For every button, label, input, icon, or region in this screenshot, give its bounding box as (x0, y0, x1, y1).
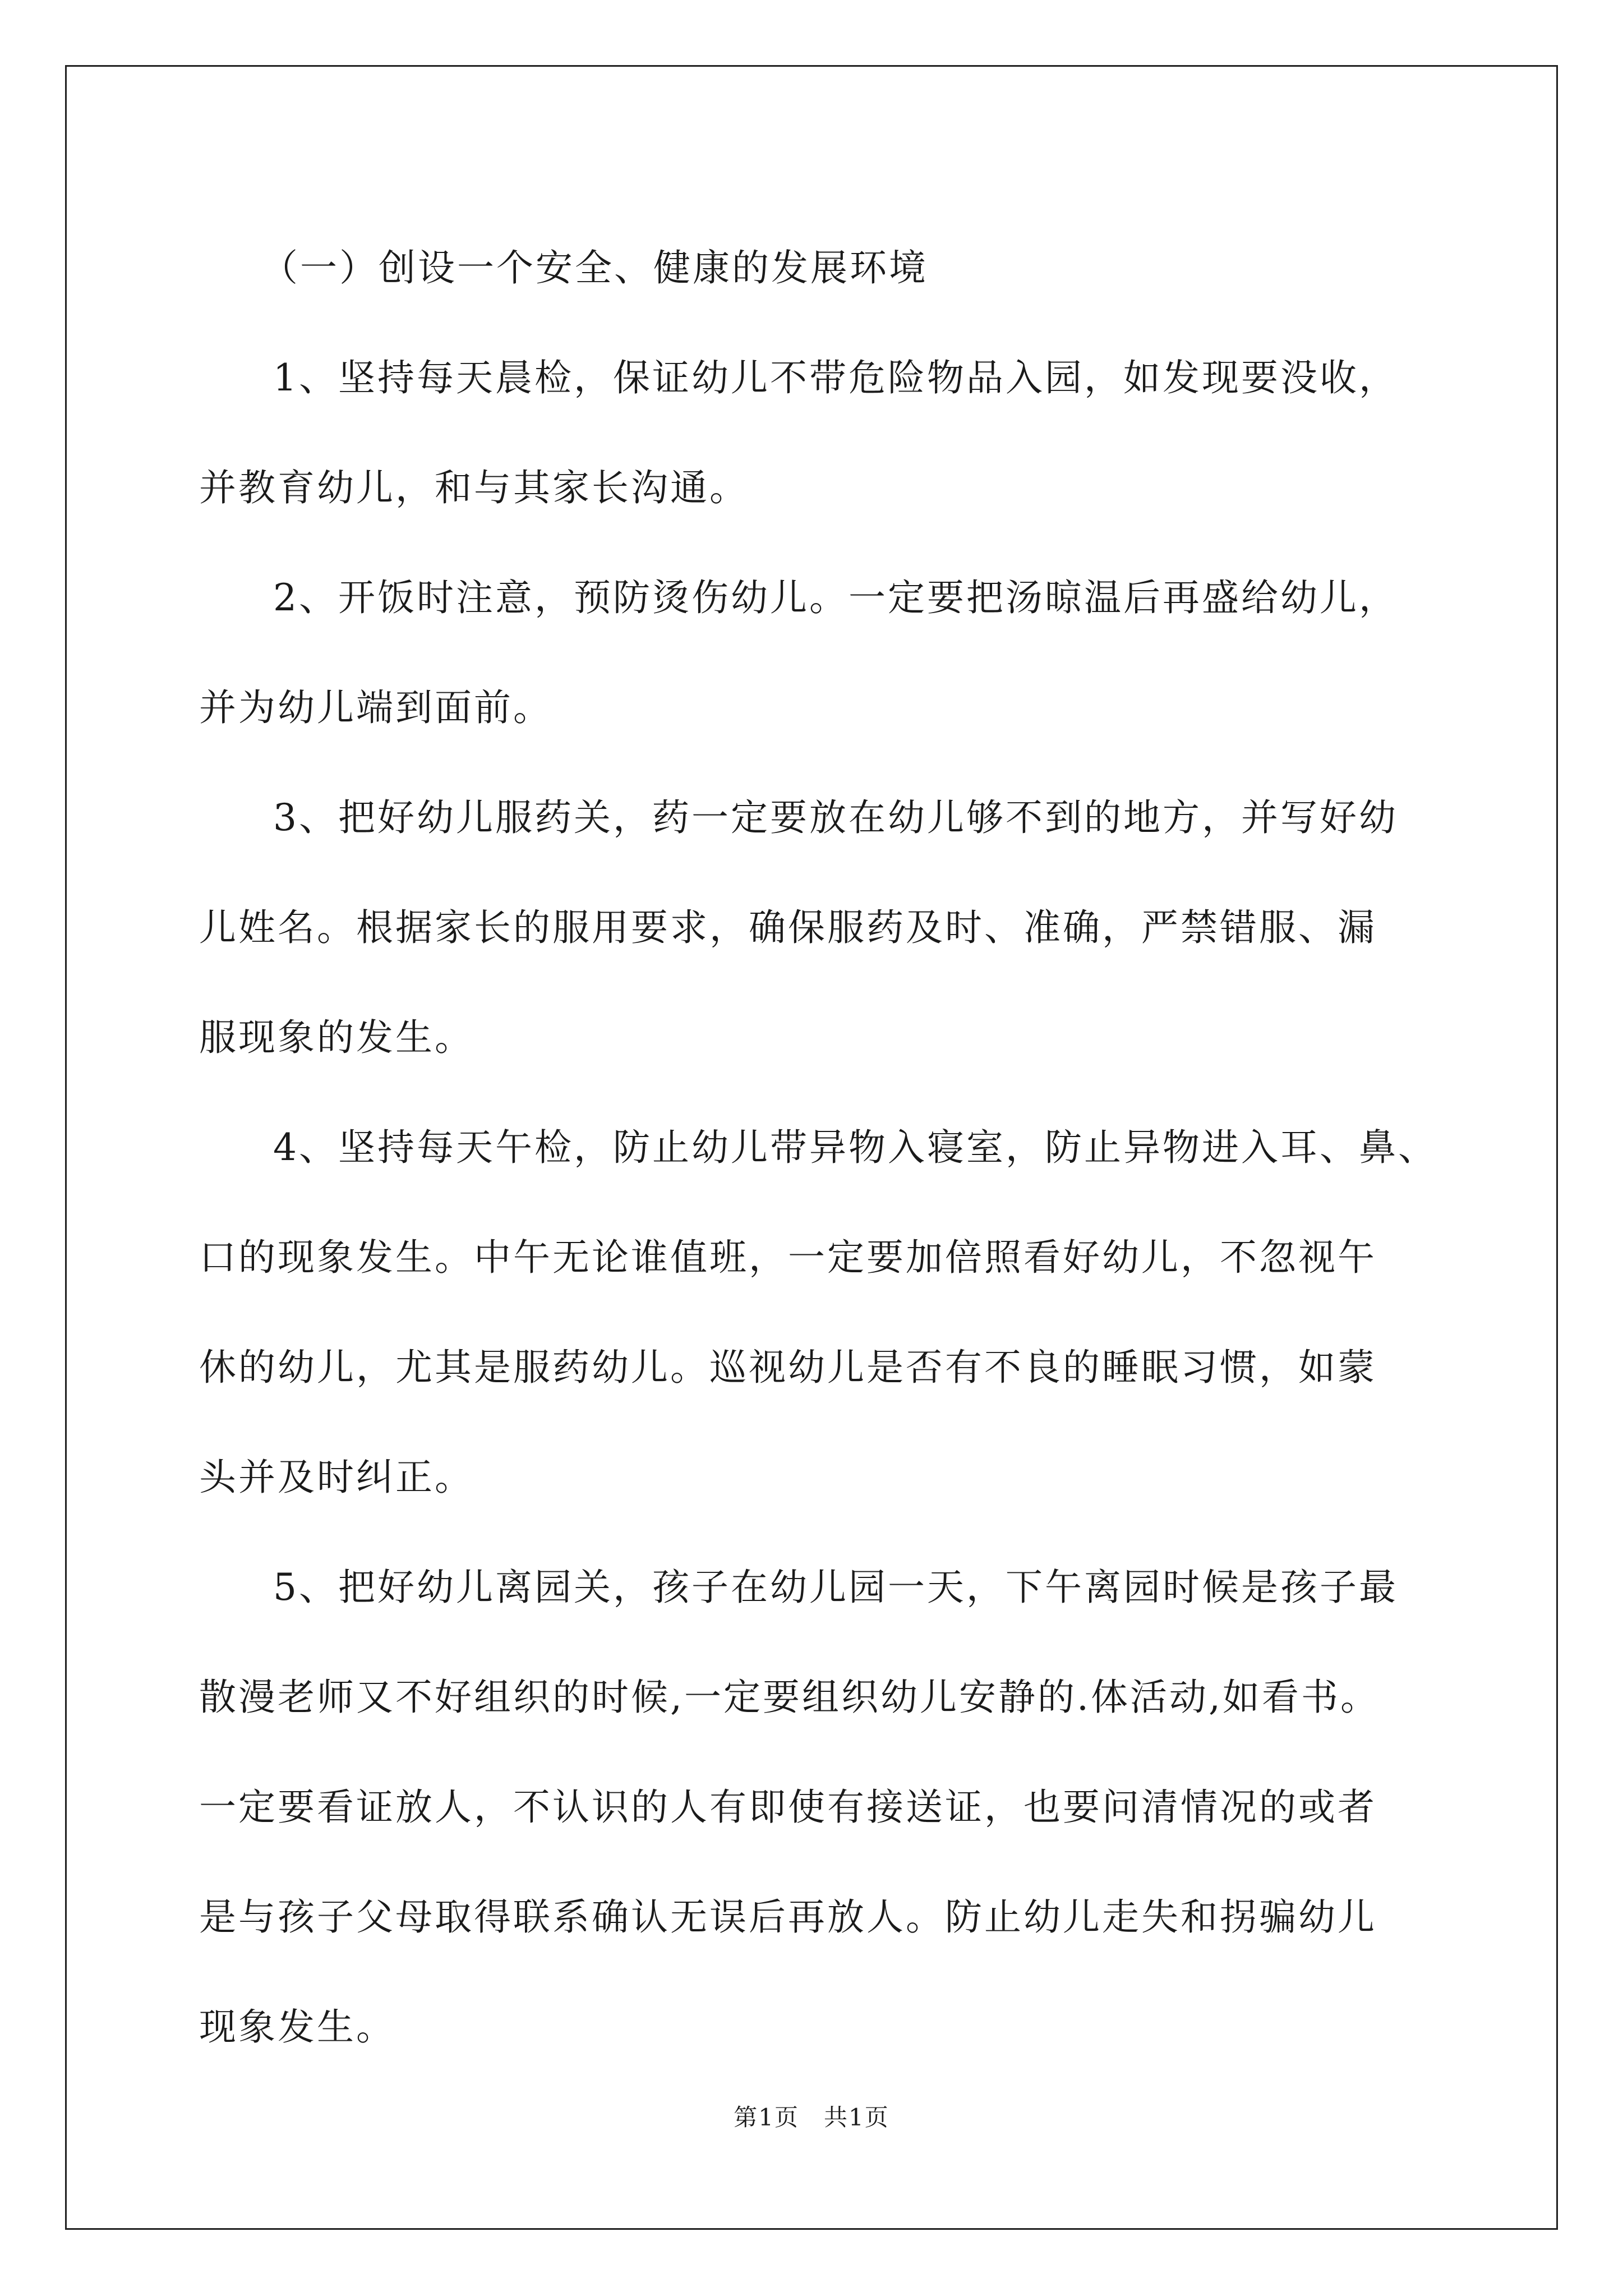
paragraph-line: 1、坚持每天晨检，保证幼儿不带危险物品入园，如发现要没收， (273, 356, 1398, 399)
paragraph-line: 4、坚持每天午检，防止幼儿带异物入寝室，防止异物进入耳、鼻、 (273, 1126, 1437, 1169)
paragraph-line: 口的现象发生。中午无论谁值班，一定要加倍照看好幼儿，不忽视午 (199, 1236, 1377, 1279)
paragraph-line: 一定要看证放人，不认识的人有即使有接送证，也要问清情况的或者 (199, 1786, 1377, 1829)
paragraph-3 (199, 763, 1433, 1093)
paragraph-line: 并为幼儿端到面前。 (199, 686, 552, 729)
paragraph-line: 散漫老师又不好组织的时候,一定要组织幼儿安静的.体活动,如看书。 (199, 1676, 1380, 1719)
paragraph-line: 3、把好幼儿服药关，药一定要放在幼儿够不到的地方，并写好幼 (273, 796, 1398, 839)
paragraph-4 (199, 1093, 1437, 1533)
paragraph-5 (199, 1533, 1433, 2082)
paragraph-1 (199, 323, 1433, 543)
document-body (199, 213, 1437, 2082)
paragraph-2 (199, 543, 1433, 763)
paragraph-line: 儿姓名。根据家长的服用要求，确保服药及时、准确，严禁错服、漏 (199, 906, 1377, 949)
page-number: 第1页 共1页 (734, 2104, 889, 2131)
paragraph-line: 现象发生。 (199, 2005, 395, 2049)
section-heading: （一）创设一个安全、健康的发展环境 (261, 246, 928, 289)
paragraph-line: 并教育幼儿，和与其家长沟通。 (199, 466, 749, 509)
paragraph-line: 服现象的发生。 (199, 1016, 474, 1059)
paragraph-line: 2、开饭时注意，预防烫伤幼儿。一定要把汤晾温后再盛给幼儿， (273, 576, 1398, 619)
paragraph-line: 是与孩子父母取得联系确认无误后再放人。防止幼儿走失和拐骗幼儿 (199, 1895, 1377, 1939)
paragraph-line: 休的幼儿，尤其是服药幼儿。巡视幼儿是否有不良的睡眠习惯，如蒙 (199, 1346, 1377, 1389)
paragraph-line: 5、把好幼儿离园关，孩子在幼儿园一天，下午离园时候是孩子最 (273, 1566, 1398, 1609)
paragraph-line: 头并及时纠正。 (199, 1456, 474, 1499)
